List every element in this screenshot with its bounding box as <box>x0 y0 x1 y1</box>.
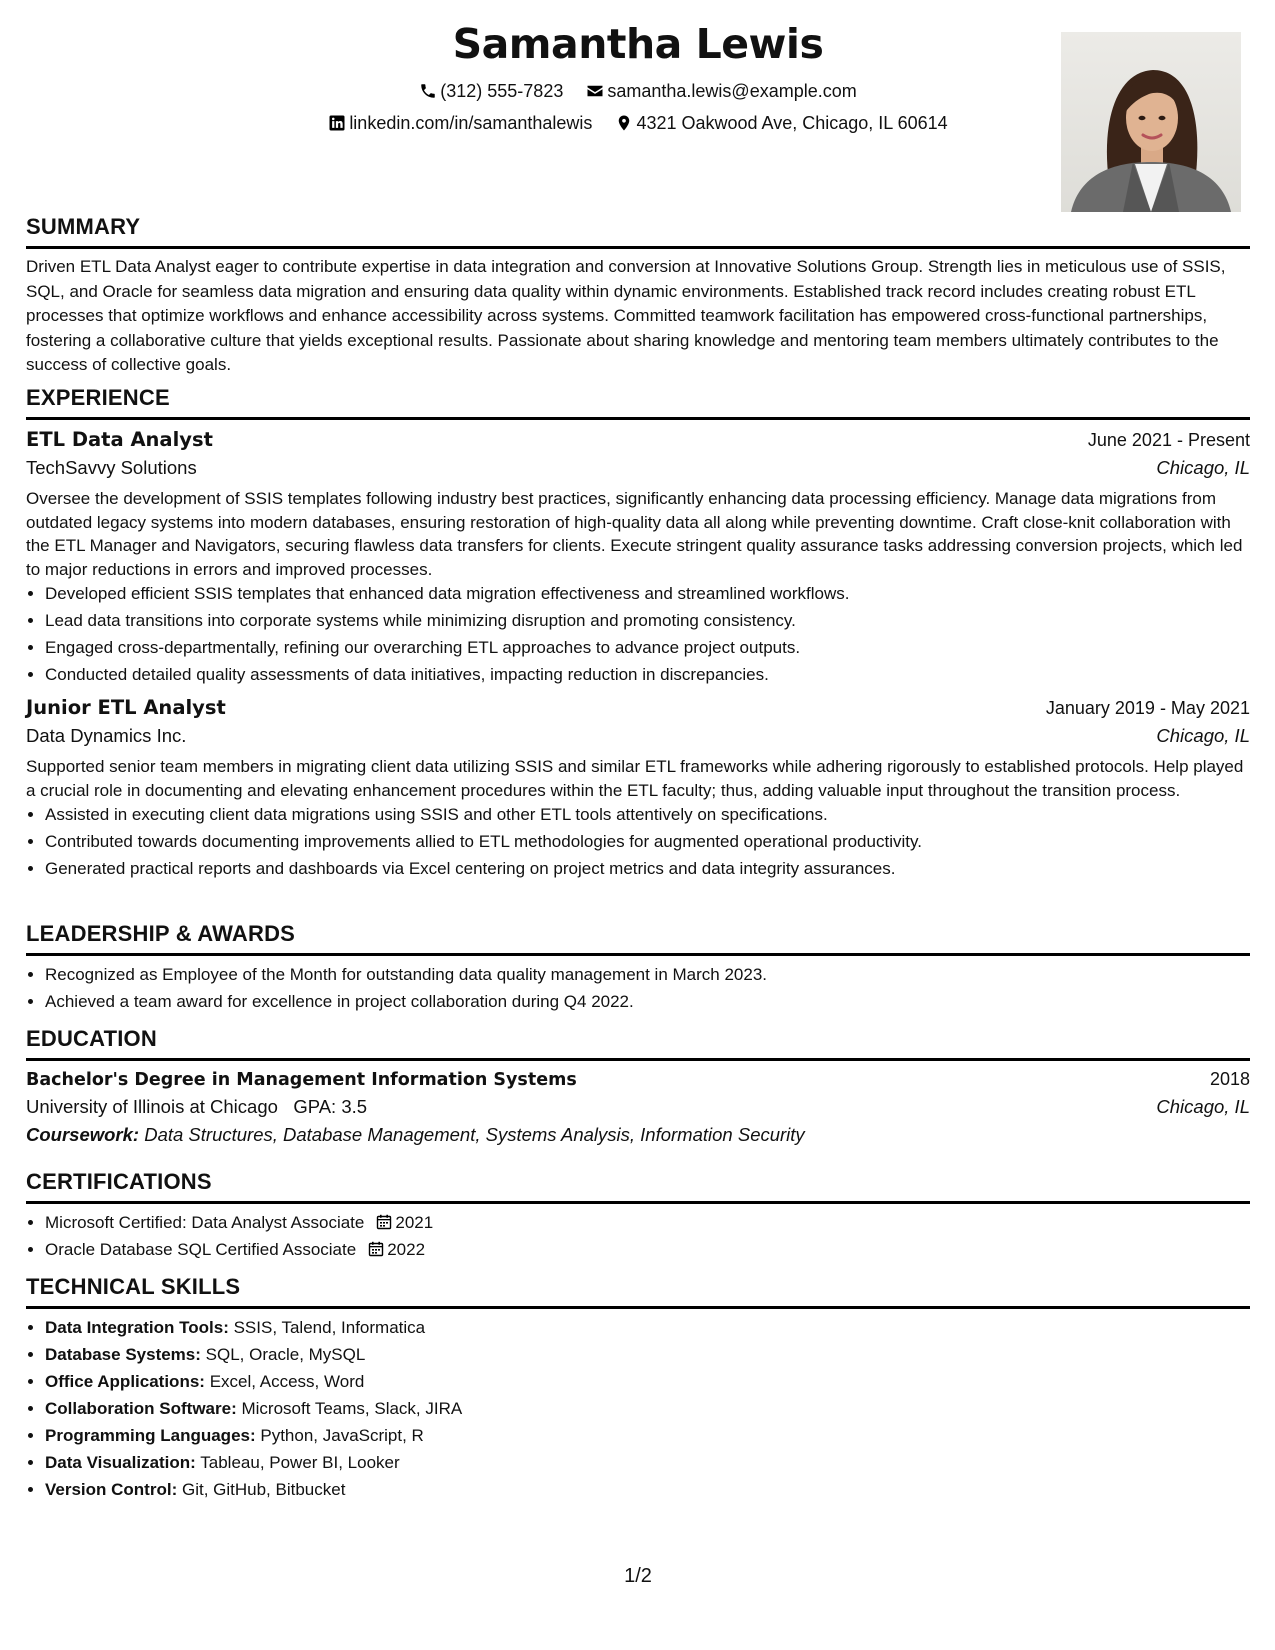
cert-year: 2021 <box>395 1213 434 1232</box>
cert-name: Microsoft Certified: Data Analyst Associate <box>45 1213 365 1232</box>
job-1-company-row <box>26 457 1250 479</box>
email-contact[interactable] <box>586 80 856 102</box>
education-school-row <box>26 1096 1250 1118</box>
phone-icon <box>419 82 437 100</box>
list-item: • Conducted detailed quality assessments of data initiatives, impacting reduction in discrepancies. <box>45 661 1250 688</box>
job-entry-2 <box>26 696 1250 882</box>
cert-name: Oracle Database SQL Certified Associate <box>45 1240 357 1259</box>
certifications-list <box>26 1209 1250 1263</box>
skill-value: Git, GitHub, Bitbucket <box>181 1480 346 1499</box>
skill-label: Version Control: <box>45 1480 178 1499</box>
coursework-label: Coursework: <box>26 1124 140 1145</box>
skill-value: Python, JavaScript, R <box>260 1426 424 1445</box>
graduation-year: 2018 <box>1209 1069 1250 1089</box>
list-item: • Assisted in executing client data migrations using SSIS and other ETL tools attentively on specifications. <box>45 801 1250 828</box>
job-entry-1 <box>26 428 1250 688</box>
summary-heading: SUMMARY <box>26 214 1250 249</box>
list-item <box>45 1209 1250 1236</box>
coursework-text: Data Structures, Database Management, Systems Analysis, Information Security <box>144 1124 805 1145</box>
education-degree-row <box>26 1069 1250 1090</box>
education-section <box>26 1026 1250 1146</box>
list-item <box>45 1341 1250 1368</box>
degree-name: Bachelor's Degree in Management Information Systems <box>26 1070 577 1090</box>
list-item <box>45 1368 1250 1395</box>
list-item: • Achieved a team award for excellence in project collaboration during Q4 2022. <box>45 988 1250 1015</box>
coursework-line <box>26 1124 1250 1146</box>
list-item <box>45 1314 1250 1341</box>
list-item <box>45 1422 1250 1449</box>
calendar-icon <box>376 1214 392 1230</box>
list-item <box>45 1476 1250 1503</box>
job-1-location: Chicago, IL <box>1156 457 1250 478</box>
leadership-list <box>26 961 1250 1015</box>
linkedin-icon <box>328 114 346 132</box>
job-2-role: Junior ETL Analyst <box>26 696 226 719</box>
job-2-company: Data Dynamics Inc. <box>26 725 187 746</box>
job-2-bullets <box>26 801 1250 882</box>
school-info <box>26 1096 367 1118</box>
school-name: University of Illinois at Chicago <box>26 1096 278 1117</box>
job-1-title-row <box>26 428 1250 451</box>
cert-date <box>364 1213 433 1232</box>
education-heading: EDUCATION <box>26 1026 1250 1061</box>
list-item: • Engaged cross-departmentally, refining our overarching ETL approaches to advance project outputs. <box>45 634 1250 661</box>
list-item: • Lead data transitions into corporate systems while minimizing disruption and promoting consistency. <box>45 607 1250 634</box>
education-location: Chicago, IL <box>1156 1096 1250 1117</box>
gpa: GPA: 3.5 <box>293 1096 368 1117</box>
skill-value: Excel, Access, Word <box>209 1372 365 1391</box>
skill-label: Office Applications: <box>45 1372 205 1391</box>
envelope-icon <box>586 82 604 100</box>
job-2-dates: January 2019 - May 2021 <box>1045 698 1250 718</box>
summary-text: Driven ETL Data Analyst eager to contribute expertise in data integration and conversion at Innovative Solutions Group. Strength lies in meticulous use of SSIS, SQL, and Oracle for seamless data migration and ensuring data quality within dynamic environments. Established track record includes creating robust ETL processes that optimize workflows and enhance accessibility across systems. Committed teamwork facilitation has empowered cross-functional partnerships, fostering a collaborative culture that yields exceptional results. Passionate about sharing knowledge and mentoring team members ultimately contributes to the success of collective goals. <box>26 257 1226 374</box>
list-item: • Contributed towards documenting improvements allied to ETL methodologies for augmented operational productivity. <box>45 828 1250 855</box>
skill-label: Collaboration Software: <box>45 1399 237 1418</box>
job-2-location: Chicago, IL <box>1156 725 1250 746</box>
skill-label: Data Visualization: <box>45 1453 196 1472</box>
list-item <box>45 1236 1250 1263</box>
calendar-icon <box>368 1241 384 1257</box>
skills-heading: TECHNICAL SKILLS <box>26 1274 1250 1309</box>
location-pin-icon <box>615 114 633 132</box>
list-item: • Generated practical reports and dashboards via Excel centering on project metrics and data integrity assurances. <box>45 855 1250 882</box>
experience-heading: EXPERIENCE <box>26 385 1250 420</box>
skills-section <box>26 1274 1250 1503</box>
skill-value: Tableau, Power BI, Looker <box>200 1453 400 1472</box>
job-1-bullets <box>26 580 1250 688</box>
candidate-name: Samantha Lewis <box>452 20 824 68</box>
profile-photo <box>1061 32 1241 212</box>
list-item: • Developed efficient SSIS templates that enhanced data migration effectiveness and streamlined workflows. <box>45 580 1250 607</box>
job-1-role: ETL Data Analyst <box>26 428 213 451</box>
skill-label: Data Integration Tools: <box>45 1318 229 1337</box>
skill-label: Database Systems: <box>45 1345 201 1364</box>
skill-value: SQL, Oracle, MySQL <box>205 1345 366 1364</box>
skill-label: Programming Languages: <box>45 1426 256 1445</box>
resume-header <box>26 0 1250 216</box>
linkedin-text: linkedin.com/in/samanthalewis <box>349 113 593 133</box>
address-contact <box>615 112 947 134</box>
list-item: • Recognized as Employee of the Month for outstanding data quality management in March 2023. <box>45 961 1250 988</box>
linkedin-contact[interactable] <box>328 112 592 134</box>
address-text: 4321 Oakwood Ave, Chicago, IL 60614 <box>636 113 948 133</box>
job-1-dates: June 2021 - Present <box>1087 430 1250 450</box>
summary-section <box>26 214 1250 378</box>
email-text: samantha.lewis@example.com <box>607 81 857 101</box>
resume-page <box>26 0 1250 1650</box>
leadership-heading: LEADERSHIP & AWARDS <box>26 921 1250 956</box>
job-2-company-row <box>26 725 1250 747</box>
certifications-section <box>26 1169 1250 1263</box>
skill-value: Microsoft Teams, Slack, JIRA <box>241 1399 463 1418</box>
list-item <box>45 1449 1250 1476</box>
certifications-heading: CERTIFICATIONS <box>26 1169 1250 1204</box>
skills-list <box>26 1314 1250 1503</box>
phone-text: (312) 555-7823 <box>440 81 564 101</box>
experience-section <box>26 385 1250 882</box>
leadership-section <box>26 921 1250 1015</box>
list-item <box>45 1395 1250 1422</box>
cert-year: 2022 <box>387 1240 426 1259</box>
job-2-description: Supported senior team members in migrating client data utilizing SSIS and similar ETL frameworks while adhering rigorously to established protocols. Help played a crucial role in documenting and elevating enhancement procedures within the ETL faculty; thus, adding valuable input throughout the transition process. <box>26 757 1244 800</box>
cert-date <box>356 1240 425 1259</box>
job-1-company: TechSavvy Solutions <box>26 457 197 478</box>
job-2-title-row <box>26 696 1250 719</box>
skill-value: SSIS, Talend, Informatica <box>233 1318 426 1337</box>
phone-contact[interactable] <box>419 80 563 102</box>
page-number: 1/2 <box>624 1565 652 1587</box>
job-1-description: Oversee the development of SSIS templates following industry best practices, significantly enhancing data processing efficiency. Manage data migrations from outdated legacy systems into modern databases, ensuring restoration of high-quality data all along while preventing downtime. Craft close-knit collaboration with the ETL Manager and Navigators, securing flawless data transfers for clients. Execute stringent quality assurance tasks addressing conversion projects, which led to major reductions in errors and improved processes. <box>26 489 1243 579</box>
